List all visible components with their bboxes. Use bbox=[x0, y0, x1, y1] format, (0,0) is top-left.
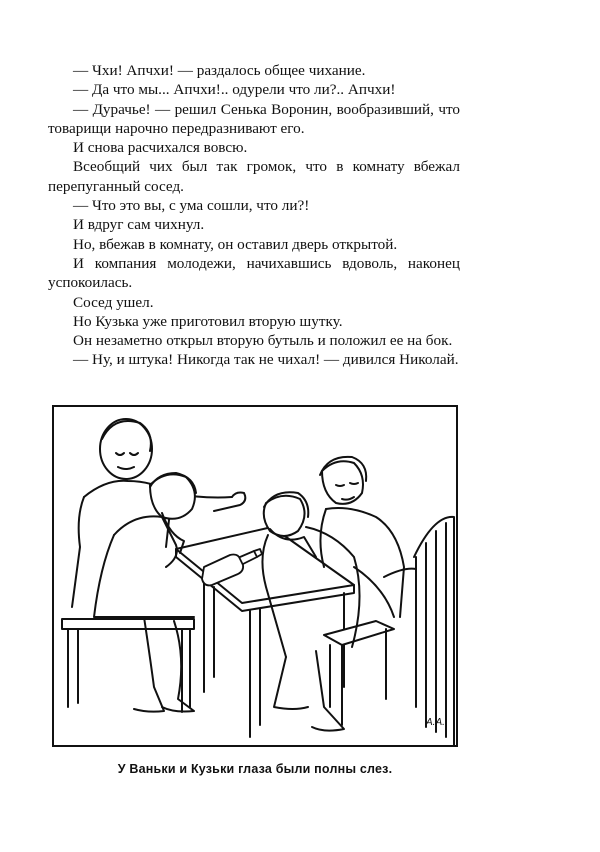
left-seated-boy-drawing bbox=[94, 473, 196, 712]
paragraph: И компания молодежи, начихавшись вдоволь, наконец успокоилась. bbox=[48, 254, 460, 292]
paragraph: — Да что мы... Апчхи!.. одурели что ли?.. Апчхи! bbox=[73, 81, 396, 99]
bed-drawing bbox=[384, 517, 454, 745]
illustration-caption: У Ваньки и Кузьки глаза были полны слез. bbox=[117, 762, 393, 776]
paragraph: Всеобщий чих был так громок, что в комнату вбежал перепуганный сосед. bbox=[48, 158, 460, 195]
left-bench-drawing bbox=[62, 619, 194, 712]
illustration-frame bbox=[52, 405, 458, 747]
paragraph: — Ну, и штука! Никогда так не чихал! — дивился Николай. bbox=[73, 351, 459, 369]
artist-signature: А.А. bbox=[426, 717, 445, 728]
paragraph: Но Кузька уже приготовил вторую шутку. bbox=[73, 312, 343, 330]
right-chair-drawing bbox=[324, 621, 394, 725]
sketch-illustration bbox=[54, 407, 456, 745]
paragraph: — Что это вы, с ума сошли, что ли?! bbox=[73, 197, 310, 215]
table-drawing bbox=[176, 527, 354, 737]
paragraph: — Дурачье! — решил Сенька Воронин, вообразивший, что товарищи нарочно передразнивают его. bbox=[48, 100, 460, 137]
paragraph: И снова расчихался вовсю. bbox=[73, 139, 248, 157]
paragraph: — Чхи! Апчхи! — раздалось общее чихание. bbox=[73, 62, 366, 79]
story-text bbox=[48, 61, 460, 370]
paragraph: Сосед ушел. bbox=[73, 293, 154, 311]
paragraph: Но, вбежав в комнату, он оставил дверь открытой. bbox=[73, 235, 398, 253]
paragraph: И вдруг сам чихнул. bbox=[73, 216, 205, 234]
paragraph: Он незаметно открыл вторую бутыль и положил ее на бок. bbox=[73, 332, 453, 350]
